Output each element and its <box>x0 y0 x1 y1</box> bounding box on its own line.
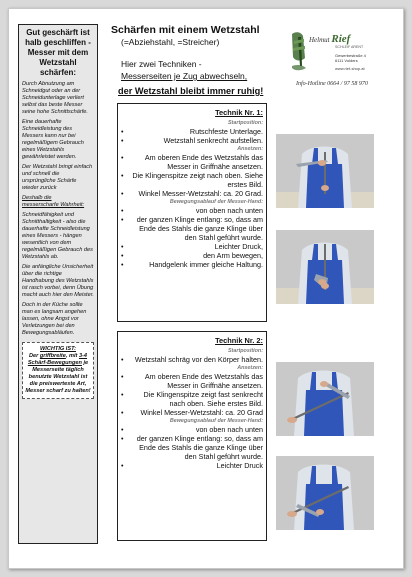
sidebar-paragraph: Die anfängliche Unsicherheit über die richtige Handhabung des Wetzstahls ist rasch vorbei, denn Übung macht auch hier den Meister. <box>22 264 94 298</box>
logo-address <box>335 53 366 63</box>
bullet-item: • Wetzstahl senkrecht aufstellen. <box>121 136 263 145</box>
info-hotline: Info-Hotline 0664 / 97 58 970 <box>296 81 368 87</box>
important-note-box <box>22 342 94 399</box>
bullet-item: • Die Klingenspitze zeigt fast senkrecht nach oben. Siehe erstes Bild. <box>121 390 263 408</box>
bullet-item: • Leichter Druck <box>121 461 263 470</box>
bullet-item: • von oben nach unten <box>121 425 263 434</box>
important-text: 3-4 Schärf-Bewegungen <box>27 353 88 366</box>
important-text: , mit <box>65 353 79 359</box>
sidebar-underlined: Deshalb die <box>22 195 52 201</box>
bullet-item: • Winkel Messer-Wetzstahl: ca. 20 Grad. <box>121 189 263 198</box>
sidebar-headline: Gut geschärft ist halb geschliffen - Messer mit dem Wetzstahl schärfen: <box>25 28 91 77</box>
logo-name-prefix: Helmut <box>309 36 332 44</box>
important-text: griffbreite <box>39 353 66 359</box>
bullet-item: • Wetzstahl schräg vor den Körper halten. <box>121 355 263 364</box>
technique-2-photo-end <box>276 456 374 530</box>
bullet-item: • Rutschfeste Unterlage. <box>121 127 263 136</box>
technique-1-box <box>117 103 267 322</box>
bullet-item: • den Arm bewegen, <box>121 251 263 260</box>
section-label: Ansetzen: <box>237 146 263 152</box>
logo-wordmark <box>309 33 350 45</box>
important-heading: WICHTIG IST: <box>40 346 76 352</box>
important-text: je Messerseite täglich benutzte Wetzstahl ist die preiswerteste Art, Messer scharf zu halten! <box>25 360 91 394</box>
intro-emphasis: der Wetzstahl bleibt immer ruhig! <box>118 86 264 96</box>
section-label: Bewegungsablauf der Messer-Hand: <box>169 199 263 205</box>
bullet-item: • Am oberen Ende des Wetzstahls das Messer in Griffnähe ansetzen. <box>121 372 263 390</box>
technique-heading: Technik Nr. 2: <box>215 336 263 345</box>
sidebar-paragraph: Durch Abnutzung am Schneidgut oder an der Schneidunterlage verliert selbst das beste Messer seine hohe Schnittschärfe. <box>22 81 88 115</box>
address-line: 6111 Volders <box>335 58 358 63</box>
logo-tagline: SCHLEIF ARENT <box>335 45 364 49</box>
sidebar-paragraph: Doch in der Küche sollte man es langsam angehen lassen, ohne Angst vor Verletzungen bei den Bewegungsabläufen. <box>22 302 87 336</box>
intro-line: Hier zwei Techniken - <box>121 59 202 69</box>
bullet-item: • der ganzen Klinge entlang: so, dass am Ende des Stahls die ganze Klinge über den Stahl geführt wurde. <box>121 434 263 461</box>
technique-1-photo-start <box>276 134 374 208</box>
bullet-item: • Handgelenk immer gleiche Haltung. <box>121 260 263 269</box>
technique-2-photo-start <box>276 362 374 436</box>
technique-2-box <box>117 331 267 541</box>
bullet-item: • Die Klingenspitze zeigt nach oben. Siehe erstes Bild. <box>121 171 263 189</box>
logo-website: www.rief-shop.at <box>335 66 365 71</box>
section-label: Startposition: <box>227 120 263 126</box>
sidebar-paragraph: Der Wetzstahl bringt einfach und schnell die ursprüngliche Schärfe wieder zurück <box>22 164 93 191</box>
bullet-item: • von oben nach unten <box>121 206 263 215</box>
bullet-item: • der ganzen Klinge entlang: so, dass am Ende des Stahls die ganze Klinge über den Stahl geführt wurde. <box>121 215 263 242</box>
logo-name-main: Rief <box>331 33 351 45</box>
page-title: Schärfen mit einem Wetzstahl <box>111 24 260 36</box>
section-label: Bewegungsablauf der Messer-Hand: <box>169 418 263 424</box>
bullet-item: • Leichter Druck, <box>121 242 263 251</box>
section-label: Ansetzen: <box>237 365 263 371</box>
section-label: Startposition: <box>227 348 263 354</box>
intro-line: Messerseiten je Zug abwechseln, <box>121 71 248 81</box>
sidebar-box <box>18 24 98 544</box>
important-text: Der <box>28 353 40 359</box>
sidebar-paragraph: Schneidfähigkeit und Schnitthaltigkeit - also die dauerhafte Schneidleistung eines Messers - hängen wesentlich von dem regelmäßigen Gebrauch des Wetzstahls ab. <box>22 212 93 260</box>
page-subtitle: (=Abziehstahl, =Streicher) <box>121 37 220 47</box>
bullet-item: • Winkel Messer-Wetzstahl: ca. 20 Grad <box>121 408 263 417</box>
technique-1-photo-end <box>276 230 374 304</box>
address-line: Gewerbestraße 4 <box>335 53 366 58</box>
sidebar-paragraph: Eine dauerhafte Schneidleistung des Messers kann nur bei regelmäßigem Gebrauch eines Wetzstahls gewährleistet werden. <box>22 119 84 160</box>
bullet-item: • Am oberen Ende des Wetzstahls das Messer in Griffnähe ansetzen. <box>121 153 263 171</box>
technique-heading: Technik Nr. 1: <box>215 108 263 117</box>
sidebar-underlined: messerscharfe Wahrheit: <box>22 202 85 208</box>
